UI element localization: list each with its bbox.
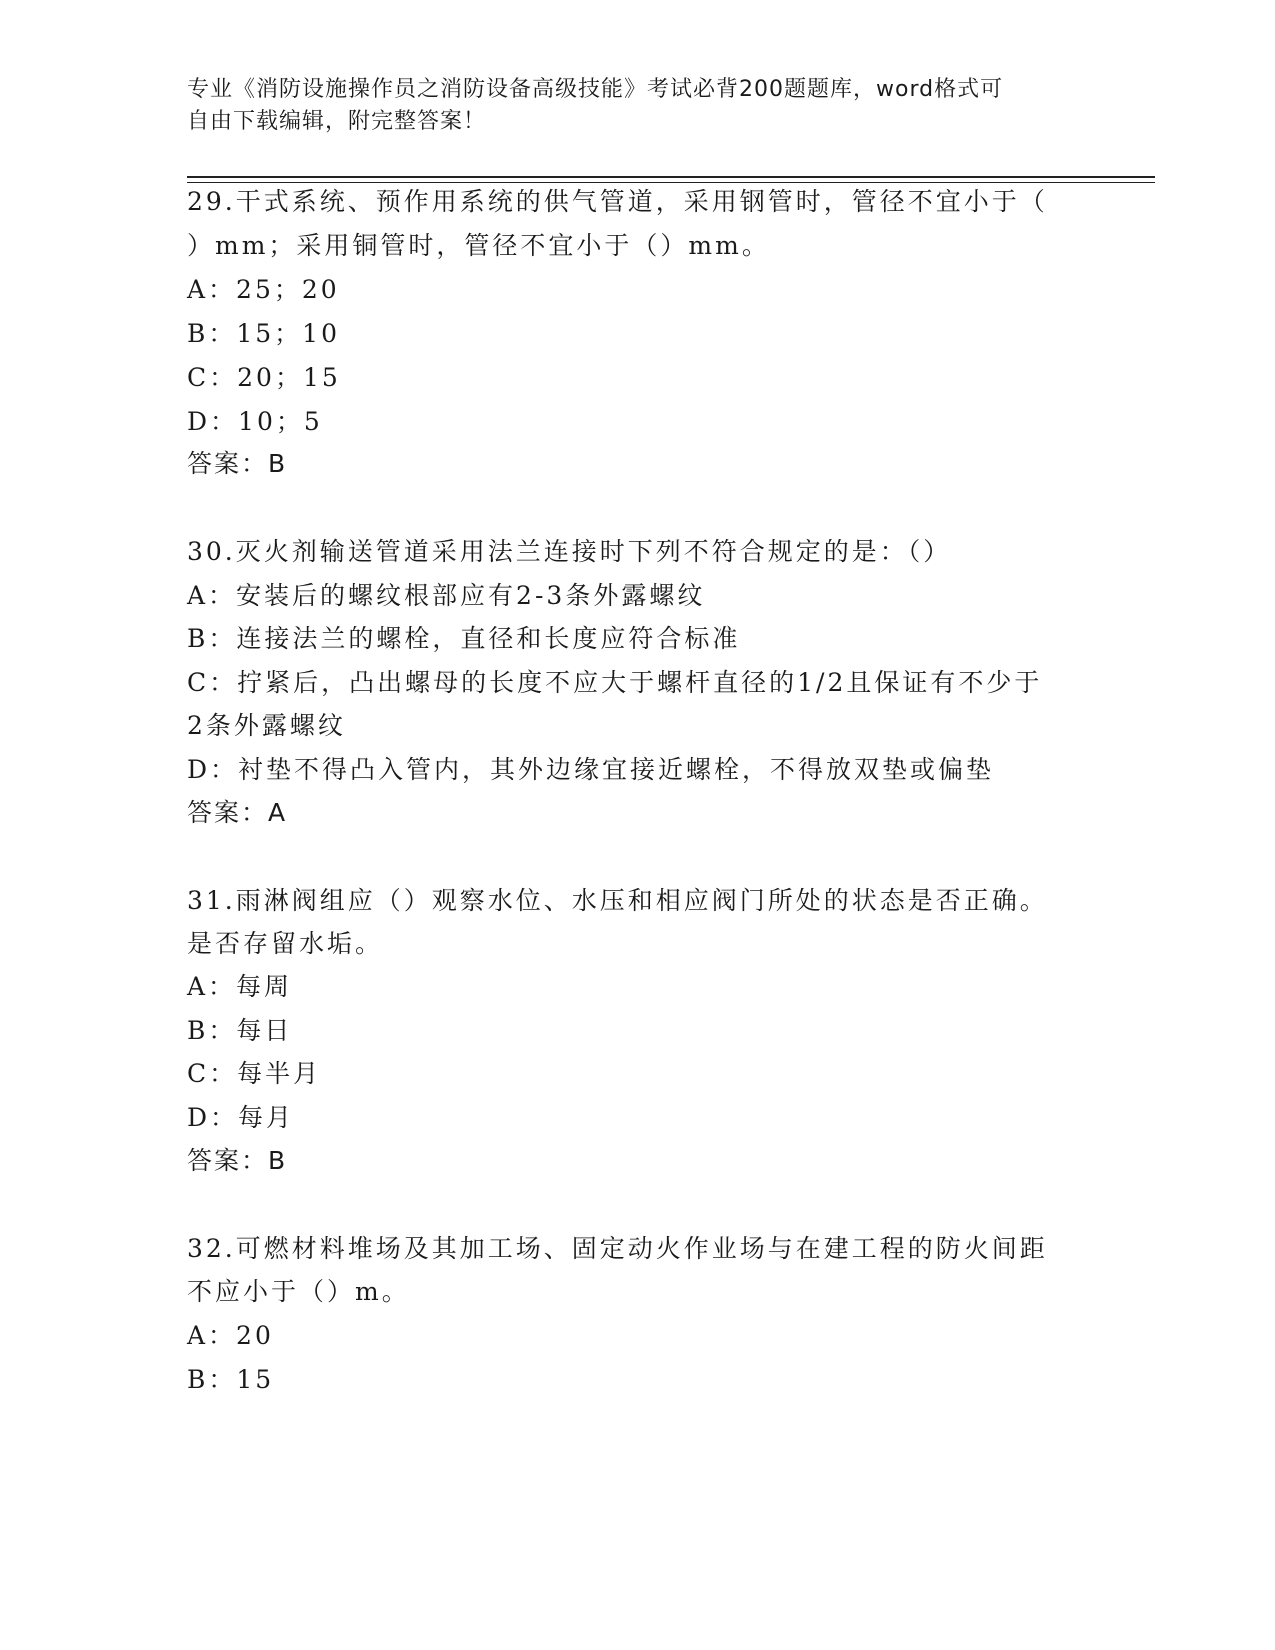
question-29-option-a: A：25；20 xyxy=(187,275,340,304)
question-30-option-c-continued: 2条外露螺纹 xyxy=(187,711,346,740)
question-29-option-c: C：20；15 xyxy=(187,363,341,392)
question-32-option-b: B：15 xyxy=(187,1365,275,1394)
question-32-stem-line-2: 不应小于（）m。 xyxy=(187,1277,410,1306)
question-31-option-c: C：每半月 xyxy=(187,1059,322,1088)
question-29-stem-line-1: 29.干式系统、预作用系统的供气管道，采用钢管时，管径不宜小于（ xyxy=(187,187,1048,216)
document-header xyxy=(187,74,1087,138)
question-30-answer: 答案：A xyxy=(187,798,288,827)
question-30-option-d: D：衬垫不得凸入管内，其外边缘宜接近螺栓，不得放双垫或偏垫 xyxy=(187,755,995,784)
question-31-option-d: D：每月 xyxy=(187,1103,295,1132)
header-divider-thin xyxy=(187,182,1155,183)
question-29-option-b: B：15；10 xyxy=(187,319,340,348)
header-line-2: 自由下载编辑，附完整答案！ xyxy=(187,109,487,134)
question-31-answer: 答案：B xyxy=(187,1146,288,1175)
question-31-option-b: B：每日 xyxy=(187,1016,293,1045)
question-31-option-a: A：每周 xyxy=(187,972,293,1001)
question-31-stem-line-2: 是否存留水垢。 xyxy=(187,929,384,958)
question-30-option-b: B：连接法兰的螺栓，直径和长度应符合标准 xyxy=(187,624,741,653)
question-30-option-c: C：拧紧后，凸出螺母的长度不应大于螺杆直径的1/2且保证有不少于 xyxy=(187,668,1043,697)
header-divider-thick xyxy=(187,176,1155,178)
question-30-stem-line-1: 30.灭火剂输送管道采用法兰连接时下列不符合规定的是：（） xyxy=(187,537,952,566)
header-line-1: 专业《消防设施操作员之消防设备高级技能》考试必背200题题库，word格式可 xyxy=(187,77,1004,102)
question-31-stem-line-1: 31.雨淋阀组应（）观察水位、水压和相应阀门所处的状态是否正确。 xyxy=(187,886,1048,915)
question-29-answer: 答案：B xyxy=(187,449,288,478)
question-32-option-a: A：20 xyxy=(187,1321,274,1350)
question-32-stem-line-1: 32.可燃材料堆场及其加工场、固定动火作业场与在建工程的防火间距 xyxy=(187,1234,1048,1263)
question-30-option-a: A：安装后的螺纹根部应有2-3条外露螺纹 xyxy=(187,581,706,610)
question-29-stem-line-2: ）mm；采用铜管时，管径不宜小于（）mm。 xyxy=(187,231,770,260)
question-29-option-d: D：10；5 xyxy=(187,407,323,436)
